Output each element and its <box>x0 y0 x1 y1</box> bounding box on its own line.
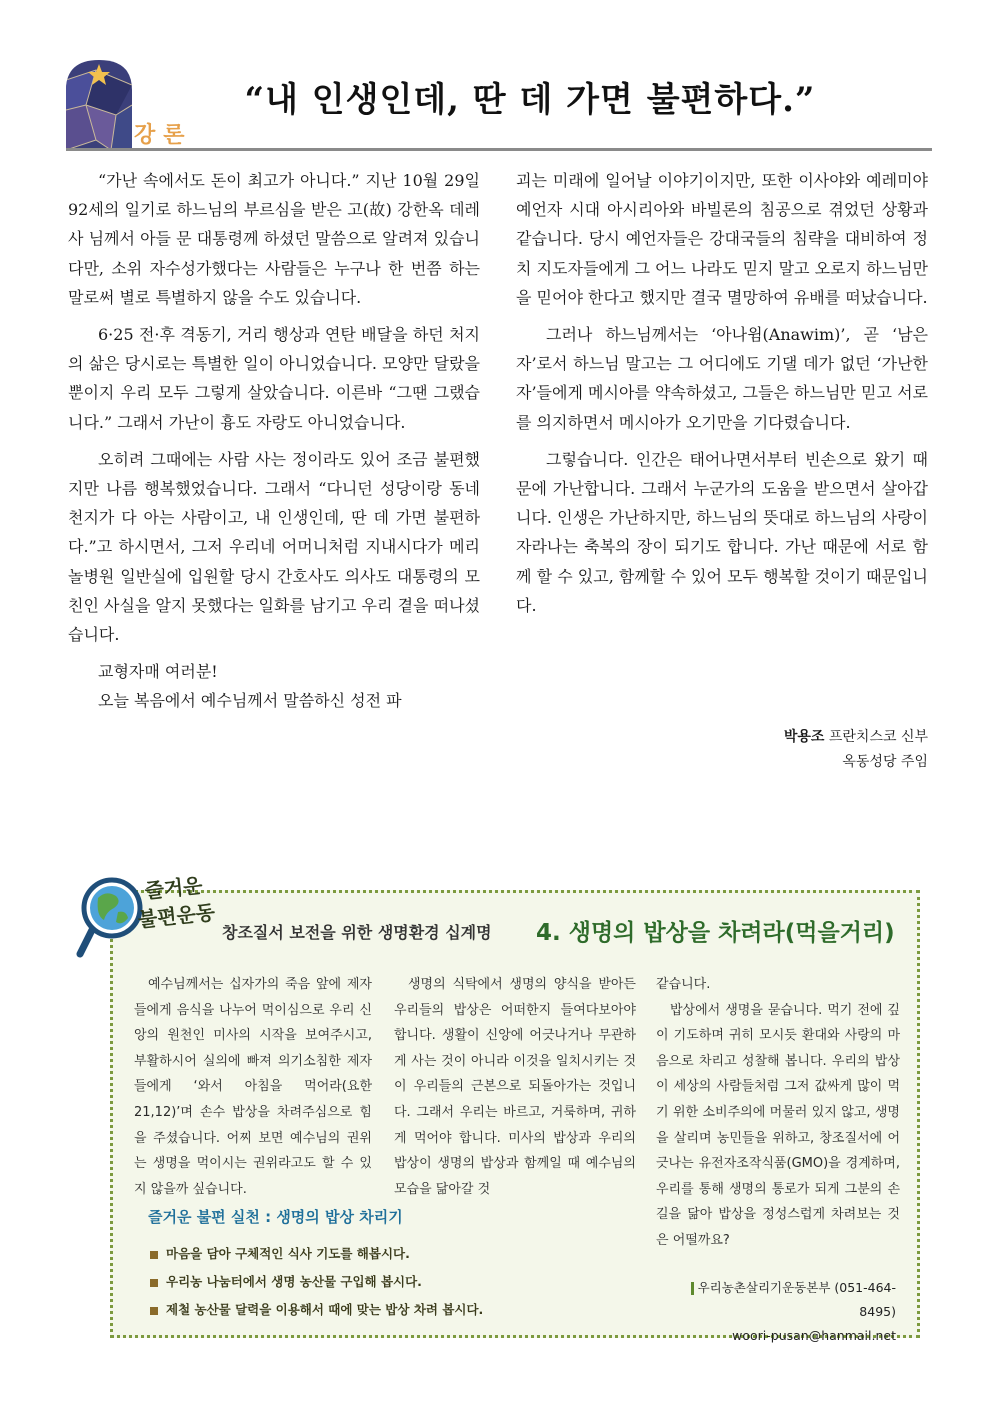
stained-glass-logo <box>66 60 132 150</box>
box-paragraph: 같습니다. <box>656 977 711 992</box>
article-paragraph: “가난 속에서도 돈이 최고가 아니다.” 지난 10월 29일 92세의 일기로 하느님의 부르심을 받은 고(故) 강한옥 데레사 님께서 아들 문 대통령께 하셨던 말씀으로 알려져 있습니다만, 소위 자수성가했다는 사람들은 누구나 한 번쯤 하는 말로써 별로 특별하지 않을 수도 있습니다. <box>68 171 480 307</box>
article-paragraph: 오늘 복음에서 예수님께서 말씀하신 성전 파 <box>98 691 402 711</box>
article-paragraph: 오히려 그때에는 사람 사는 정이라도 있어 조금 불편했지만 나름 행복했었습니다. 그래서 “다니던 성당이랑 동네 천지가 다 아는 사람이고, 내 인생인데, 딴 데 가면 불편하다.”고 하시면서, 그저 우리네 어머니처럼 지내시다가 메리놀병원 일반실에 입원할 당시 간호사도 의사도 대통령의 모친인 사실을 알지 못했다는 일화를 남기고 우리 곁을 떠나셨습니다. <box>68 449 480 645</box>
campaign-emblem-text <box>127 869 222 934</box>
contact-email: woori-pusan@hanmail.net <box>732 1328 896 1343</box>
article-left-column <box>68 166 480 716</box>
header-divider <box>66 148 932 151</box>
box-paragraph: 생명의 식탁에서 생명의 양식을 받아든 우리들의 밥상은 어떠한지 들여다보아야 합니다. 생활이 신앙에 어긋나거나 무관하게 사는 것이 아니라 이것을 일치시키는 것이 우리들의 근본으로 되돌아가는 것입니다. 그래서 우리는 바르고, 거룩하며, 귀하게 먹어야 합니다. 미사의 밥상과 우리의 밥상이 생명의 밥상과 함께일 때 예수님의 모습을 닮아갈 것 <box>394 977 636 1197</box>
square-bullet-icon <box>150 1251 158 1259</box>
square-bullet-icon <box>150 1279 158 1287</box>
byline-parish: 옥동성당 주임 <box>842 754 928 770</box>
article-paragraph: 그러나 하느님께서는 ‘아나윔(Anawim)’, 곧 ‘남은 자’로서 하느님 말고는 그 어디에도 기댈 데가 없던 ‘가난한 자’들에게 메시아를 약속하셨고, 그들은 하느님만 믿고 서로를 의지하면서 메시아가 오기만을 기다렸습니다. <box>516 325 928 432</box>
square-bullet-icon <box>150 1307 158 1315</box>
box-paragraph: 밥상에서 생명을 묻습니다. 먹기 전에 깊이 기도하며 귀히 모시듯 환대와 사랑의 마음으로 차리고 성찰해 봅니다. 우리의 밥상이 세상의 사람들처럼 그저 값싸게 많이 먹기 위한 소비주의에 머물러 있지 않고, 생명을 살리며 농민들을 위하고, 창조질서에 어긋나는 유전자조작식품(GMO)을 경계하며, 우리를 통해 생명의 통로가 되게 그분의 손길을 닮아 밥상을 정성스럽게 차려보는 것은 어떨까요? <box>656 1002 900 1248</box>
article-right-column <box>516 166 928 628</box>
box-title: 4. 생명의 밥상을 차려라(먹을거리) <box>536 920 895 946</box>
practice-list <box>150 1240 483 1324</box>
list-item <box>150 1268 483 1296</box>
section-label: 강론 <box>134 123 193 148</box>
box-column-2 <box>394 972 636 1202</box>
byline-title: 프란치스코 신부 <box>828 729 928 745</box>
list-item-text: 마음을 담아 구체적인 식사 기도를 해봅시다. <box>166 1246 410 1261</box>
contact-info <box>660 1276 896 1348</box>
box-paragraph: 예수님께서는 십자가의 죽음 앞에 제자들에게 음식을 나누어 먹이심으로 우리 신앙의 원천인 미사의 시작을 보여주시고, 부활하시어 실의에 빠져 의기소침한 제자들에게 ‘와서 아침을 먹어라(요한 21,12)’며 손수 밥상을 차려주심으로 힘을 주셨습니다. 어찌 보면 예수님의 권위는 생명을 먹이시는 권위라고도 할 수 있지 않을까 싶습니다. <box>134 977 372 1197</box>
emblem-line: 즐거운 <box>143 873 204 904</box>
list-item-text: 제철 농산물 달력을 이용해서 때에 맞는 밥상 차려 봅시다. <box>166 1302 484 1317</box>
article-paragraph: 괴는 미래에 일어날 이야기이지만, 또한 이사야와 예레미야 예언자 시대 아시리아와 바빌론의 침공으로 겪었던 상황과 같습니다. 당시 예언자들은 강대국들의 침략을 대비하여 정치 지도자들에게 그 어느 나라도 믿지 말고 오로지 하느님만을 믿어야 한다고 했지만 결국 멸망하여 유배를 떠났습니다. <box>516 171 928 307</box>
list-item-text: 우리농 나눔터에서 생명 농산물 구입해 봅시다. <box>166 1274 422 1289</box>
list-item <box>150 1240 483 1268</box>
article-paragraph: 그렇습니다. 인간은 태어나면서부터 빈손으로 왔기 때문에 가난합니다. 그래서 누군가의 도움을 받으면서 살아갑니다. 인생은 가난하지만, 하느님의 뜻대로 하느님의 사랑이 자라나는 축복의 장이 되기도 합니다. 가난 때문에 서로 함께 할 수 있고, 함께할 수 있어 모두 행복할 것이기 때문입니다. <box>516 449 928 615</box>
byline <box>600 725 928 775</box>
bar-icon <box>691 1282 694 1295</box>
article-paragraph: 6·25 전·후 격동기, 거리 행상과 연탄 배달을 하던 처지의 삶은 당시로는 특별한 일이 아니었습니다. 모양만 달랐을 뿐이지 우리 모두 그렇게 살았습니다. 이른바 “그땐 그랬습니다.” 그래서 가난이 흉도 자랑도 아니었습니다. <box>68 325 480 432</box>
practice-title: 즐거운 불편 실천 : 생명의 밥상 차리기 <box>148 1208 403 1226</box>
contact-org: 우리농촌살리기운동본부 (051-464-8495) <box>697 1280 896 1319</box>
byline-name: 박용조 <box>783 729 825 745</box>
box-subtitle: 창조질서 보전을 위한 생명환경 십계명 <box>222 923 492 942</box>
list-item <box>150 1296 483 1324</box>
page-title: “내 인생인데, 딴 데 가면 불편하다.” <box>244 80 816 120</box>
stained-glass-icon <box>66 60 132 150</box>
box-column-1 <box>134 972 372 1202</box>
article-paragraph: 교형자매 여러분! <box>98 662 218 682</box>
box-column-3 <box>656 972 900 1254</box>
emblem-line: 불편운동 <box>136 899 217 932</box>
